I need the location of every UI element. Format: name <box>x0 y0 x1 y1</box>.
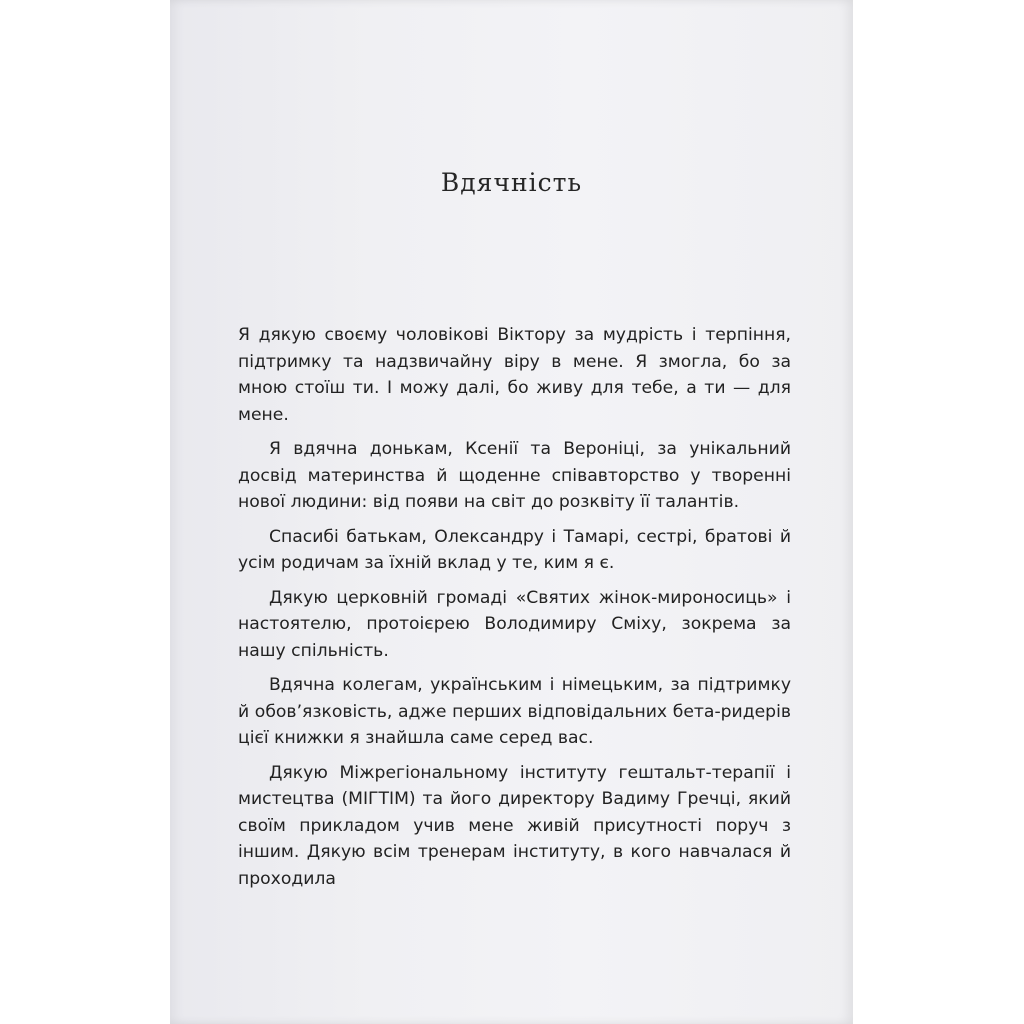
book-page <box>170 0 853 1024</box>
paragraph-3: Спасибі батькам, Олександру і Тамарі, сестрі, братові й усім родичам за їхній вклад у те, ким я є. <box>238 526 791 573</box>
paragraph-2: Я вдячна донькам, Ксенії та Вероніці, за унікальний досвід материнства й щоденне співавторство у творенні нової людини: від появи на світ до розквіту її талантів. <box>238 439 791 512</box>
paragraph-5: Вдячна колегам, українським і німецьким, за підтримку й обов’язковість, адже перших відповідальних бета-ридерів цієї книжки я знайшла саме серед вас. <box>238 675 791 748</box>
paragraph-6: Дякую Міжрегіональному інституту гештальт-терапії і мистецтва (МІГТІМ) та його директору Вадиму Гречці, який своїм прикладом учив мене живій присутності поруч з іншим. Дякую всім тренерам інституту, в кого навчалася й проходила <box>238 762 791 889</box>
body-text <box>238 322 791 900</box>
paragraph-1: Я дякую своєму чоловікові Віктору за мудрість і терпіння, підтримку та надзвичайну віру в мене. Я змогла, бо за мною стоїш ти. І можу далі, бо живу для тебе, а ти — для мене. <box>238 325 791 425</box>
page-title: Вдячність <box>440 168 583 197</box>
paragraph-4: Дякую церковній громаді «Святих жінок-мироносиць» і настоятелю, протоієрею Володимиру Сміху, зокрема за нашу спільність. <box>238 587 791 661</box>
